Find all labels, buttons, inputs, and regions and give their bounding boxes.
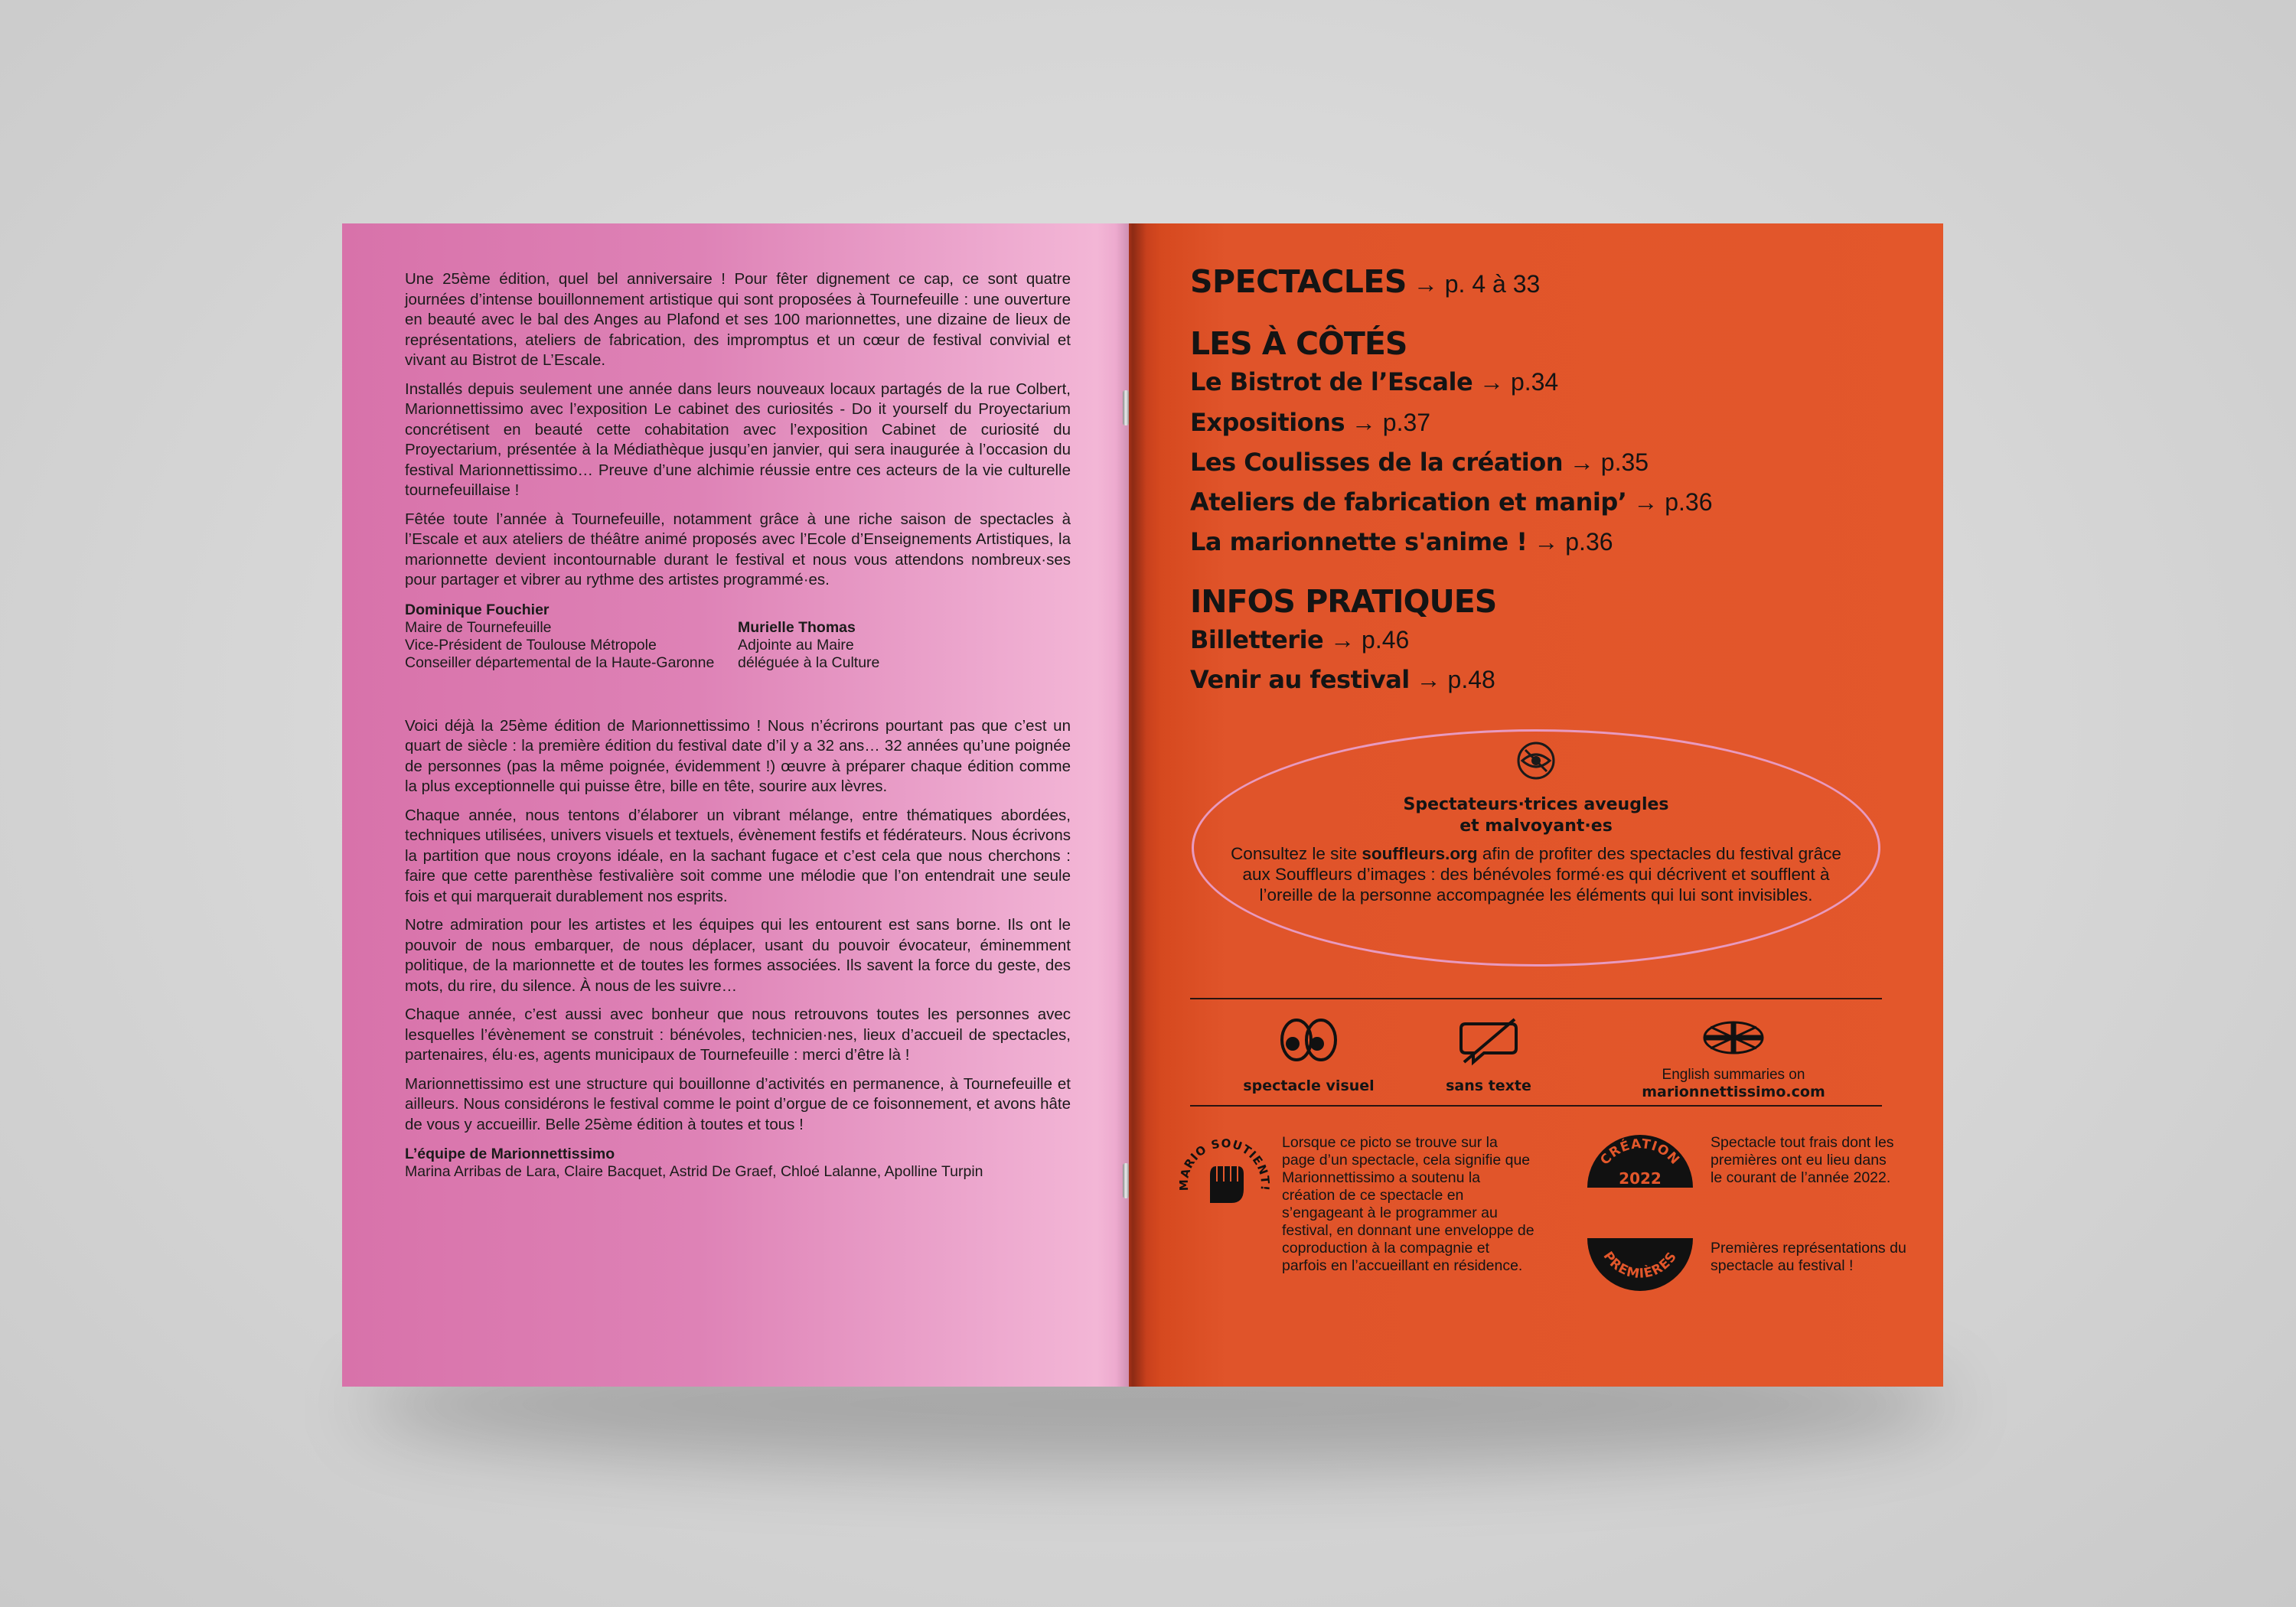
- legend-icons: [1190, 1016, 1882, 1108]
- team-paragraph-4: Chaque année, c’est aussi avec bonheur que nous retrouvons toutes les personnes avec lesquelles l’évènement se construit : bénévoles, technicien·nes, lieux d’accueil de spectacles, partenaires, élu·es, agents municipaux de Tournefeuille : merci d’être là !: [405, 1006, 1071, 1064]
- team-members: Marina Arribas de Lara, Claire Bacquet, Astrid De Graef, Chloé Lalanne, Apolline Turpin: [405, 1163, 983, 1180]
- mario-badge-text: MARIO SOUTIENT!: [1176, 1136, 1273, 1192]
- left-text-column: [405, 269, 1071, 1181]
- toc-item-label: Les Coulisses de la création: [1190, 448, 1563, 477]
- accessibility-title: [1194, 794, 1878, 837]
- accessible-eye-icon: [1512, 741, 1561, 781]
- toc-item[interactable]: [1190, 362, 1879, 403]
- accessibility-title-line: Spectateurs·trices aveugles: [1403, 795, 1669, 814]
- toc-spectacles-ref: → p. 4 à 33: [1413, 270, 1541, 298]
- toc-item-ref: → p.48: [1416, 666, 1495, 693]
- pictos-legend: [1175, 1126, 1910, 1325]
- accessibility-text: [1225, 843, 1848, 905]
- souffleurs-link[interactable]: souffleurs.org: [1362, 844, 1478, 863]
- toc-item-label: Ateliers de fabrication et manip’: [1190, 487, 1627, 517]
- premieres-badge: [1583, 1234, 1698, 1304]
- premieres-text: Premières représentations du spectacle au festival !: [1711, 1240, 1906, 1274]
- toc-item-label: Venir au festival: [1190, 665, 1410, 694]
- signature-line: Vice-Président de Toulouse Métropole: [405, 636, 657, 654]
- signature-line: déléguée à la Culture: [738, 654, 880, 671]
- toc-item-label: Expositions: [1190, 408, 1345, 437]
- toc-item-ref: → p.36: [1633, 488, 1713, 516]
- toc-item[interactable]: [1190, 403, 1879, 442]
- toc-item[interactable]: [1190, 522, 1879, 562]
- divider-top: [1190, 998, 1882, 999]
- creation-2022-icon: [1583, 1126, 1698, 1197]
- signature-mayor: [405, 601, 738, 672]
- toc-item-label: Billetterie: [1190, 625, 1324, 654]
- signature-line: Adjointe au Maire: [738, 636, 854, 654]
- toc-spectacles-label: SPECTACLES: [1190, 263, 1407, 300]
- legend-visual: [1221, 1016, 1397, 1095]
- uk-flag-icon: [1703, 1021, 1764, 1054]
- no-speech-icon: [1456, 1016, 1521, 1067]
- creation-year: 2022: [1619, 1169, 1662, 1188]
- accessibility-text-before: Consultez le site: [1231, 844, 1362, 863]
- team-signature: [405, 1146, 1071, 1181]
- toc-item[interactable]: [1190, 660, 1879, 699]
- accessibility-title-line: et malvoyant·es: [1459, 817, 1613, 836]
- signature-line: Conseiller départemental de la Haute-Garonne: [405, 654, 715, 671]
- eyes-icon: [1278, 1016, 1339, 1064]
- legend-english-label: English summaries on: [1662, 1067, 1805, 1083]
- section-heading-a-cotes: LES À CÔTÉS: [1190, 325, 1407, 362]
- team-paragraph-2: Chaque année, nous tentons d’élaborer un vibrant mélange, entre thématiques abordées, techniques utilisées, univers visuels et textuels, évènement festifs et fédérateurs. Nous écrivons la partition que nous croyons idéale, en la sachant fugace et c’est cela que nous cherchons : faire que cette parenthèse festivalière soit comme une mélodie que l’on entendrait une seule fois et qui marquerait durablement nos esprits.: [405, 806, 1071, 905]
- legend-no-text-label: sans texte: [1446, 1077, 1531, 1094]
- team-paragraph-5: Marionnettissimo est une structure qui bouillonne d’activités en permanence, à Tournefeuille et ailleurs. Nous considérons le festival comme le point d’orgue de ce foisonnement, et avons hâte de vous y accueillir. Belle 25ème édition à toutes et tous !: [405, 1074, 1071, 1133]
- creation-text: Spectacle tout frais dont les premières ont eu lieu dans le courant de l’année 2022.: [1711, 1134, 1894, 1186]
- team-paragraph-3: Notre admiration pour les artistes et les équipes qui les entourent est sans borne. Ils ont le pouvoir de nous embarquer, de nous déplacer, usant du pouvoir évocateur, éminemment politique, de la marionnette et de toutes les formes associées. Ils savent la force du geste, des mots, du rire, du silence. À nous de les suivre…: [405, 916, 1071, 995]
- fist-icon: [1175, 1126, 1274, 1226]
- intro-paragraph-3: Fêtée toute l’année à Tournefeuille, notamment grâce à une riche saison de spectacles à l’Escale et aux ateliers de théâtre animé proposés avec l’Ecole d’Enseignements Artistiques, la marionnette devient incontournable durant le festival et nous vous attendons nombreux·ses pour partager et vibrer au rythme des artistes programmé·es.: [405, 510, 1071, 588]
- legend-english: [1619, 1016, 1848, 1101]
- english-site-link[interactable]: marionnettissimo.com: [1642, 1084, 1825, 1100]
- mario-badge: [1175, 1126, 1274, 1231]
- accessibility-text-after: afin de profiter des spectacles du festival grâce aux Souffleurs d’images : des bénévoles formé·es qui décrivent et soufflent à l’oreille de la personne accompagnée les éléments qui lui sont invisibles.: [1242, 844, 1841, 905]
- staple-top: [1123, 390, 1129, 425]
- toc-spectacles[interactable]: [1190, 263, 1879, 304]
- table-of-contents: [1190, 263, 1879, 699]
- toc-item-ref: → p.34: [1479, 368, 1559, 396]
- toc-item[interactable]: [1190, 482, 1879, 522]
- divider-bottom: [1190, 1105, 1882, 1107]
- toc-item[interactable]: [1190, 442, 1879, 482]
- premieres-icon: [1583, 1234, 1698, 1299]
- toc-item-label: La marionnette s'anime !: [1190, 527, 1528, 556]
- legend-no-text: [1412, 1016, 1565, 1095]
- toc-item[interactable]: [1190, 620, 1879, 660]
- toc-item-label: Le Bistrot de l’Escale: [1190, 367, 1473, 396]
- intro-paragraph-1: Une 25ème édition, quel bel anniversaire ! Pour fêter dignement ce cap, ce sont quatre journées d’intense bouillonnement artistique qui sont proposées à Tournefeuille : une ouverture en beauté avec le bal des Anges au Plafond et ses 100 marionnettes, une dizaine de lieux de représentations, ateliers de fabrication, des impromptus et un cœur de festival convivial et vivant au Bistrot de L’Escale.: [405, 270, 1071, 369]
- team-title: L’équipe de Marionnettissimo: [405, 1146, 615, 1162]
- intro-paragraph-2: Installés depuis seulement une année dans leurs nouveaux locaux partagés de la rue Colbert, Marionnettissimo avec l’exposition Le cabinet des curiosités - Do it yourself du Proyectarium concrétisent en beauté cette cohabitation avec l’exposition Cabinet de curiosité du Proyectarium, présentée à la Médiathèque jusqu’en janvier, qui sera inaugurée à l’occasion du festival Marionnettissimo… Preuve d’une alchimie réussie entre ces acteurs de la vie culturelle tournefeuillaise !: [405, 380, 1071, 499]
- book-fold: [1116, 223, 1146, 1387]
- signature-name: Murielle Thomas: [738, 618, 856, 636]
- mario-text: Lorsque ce picto se trouve sur la page d’un spectacle, cela signifie que Marionnettissimo a soutenu la création de ce spectacle en s’engageant à le programmer au festival, en donnant une enveloppe de coproduction à la compagnie et parfois en l’accueillant en résidence.: [1282, 1134, 1534, 1274]
- staple-bottom: [1123, 1163, 1129, 1198]
- premieres-badge-text: PREMIÈRES: [1600, 1249, 1681, 1283]
- toc-item-ref: → p.36: [1534, 528, 1613, 556]
- creation-badge: [1583, 1126, 1698, 1201]
- section-heading-infos: INFOS PRATIQUES: [1190, 583, 1497, 620]
- toc-item-ref: → p.37: [1351, 409, 1431, 436]
- toc-item-ref: → p.46: [1330, 626, 1410, 654]
- toc-item-ref: → p.35: [1569, 448, 1649, 476]
- left-page: [342, 223, 1129, 1387]
- legend-visual-label: spectacle visuel: [1243, 1077, 1375, 1094]
- right-page: [1129, 223, 1943, 1387]
- accessibility-oval: [1192, 729, 1880, 966]
- team-paragraph-1: Voici déjà la 25ème édition de Marionnettissimo ! Nous n’écrirons pourtant pas que c’est un quart de siècle : la première édition du festival date d’il y a 32 ans… 32 années qu’une poignée de personnes (pas la même poignée, évidemment !) œuvre à préparer chaque édition comme la plus exceptionnelle qui puisse être, bille en tête, sourire aux lèvres.: [405, 716, 1071, 795]
- signatures: [405, 601, 1071, 672]
- creation-badge-text: CRÉATION: [1597, 1136, 1683, 1169]
- signature-line: Maire de Tournefeuille: [405, 618, 552, 636]
- signature-name: Dominique Fouchier: [405, 601, 550, 618]
- signature-deputy: [738, 601, 1071, 672]
